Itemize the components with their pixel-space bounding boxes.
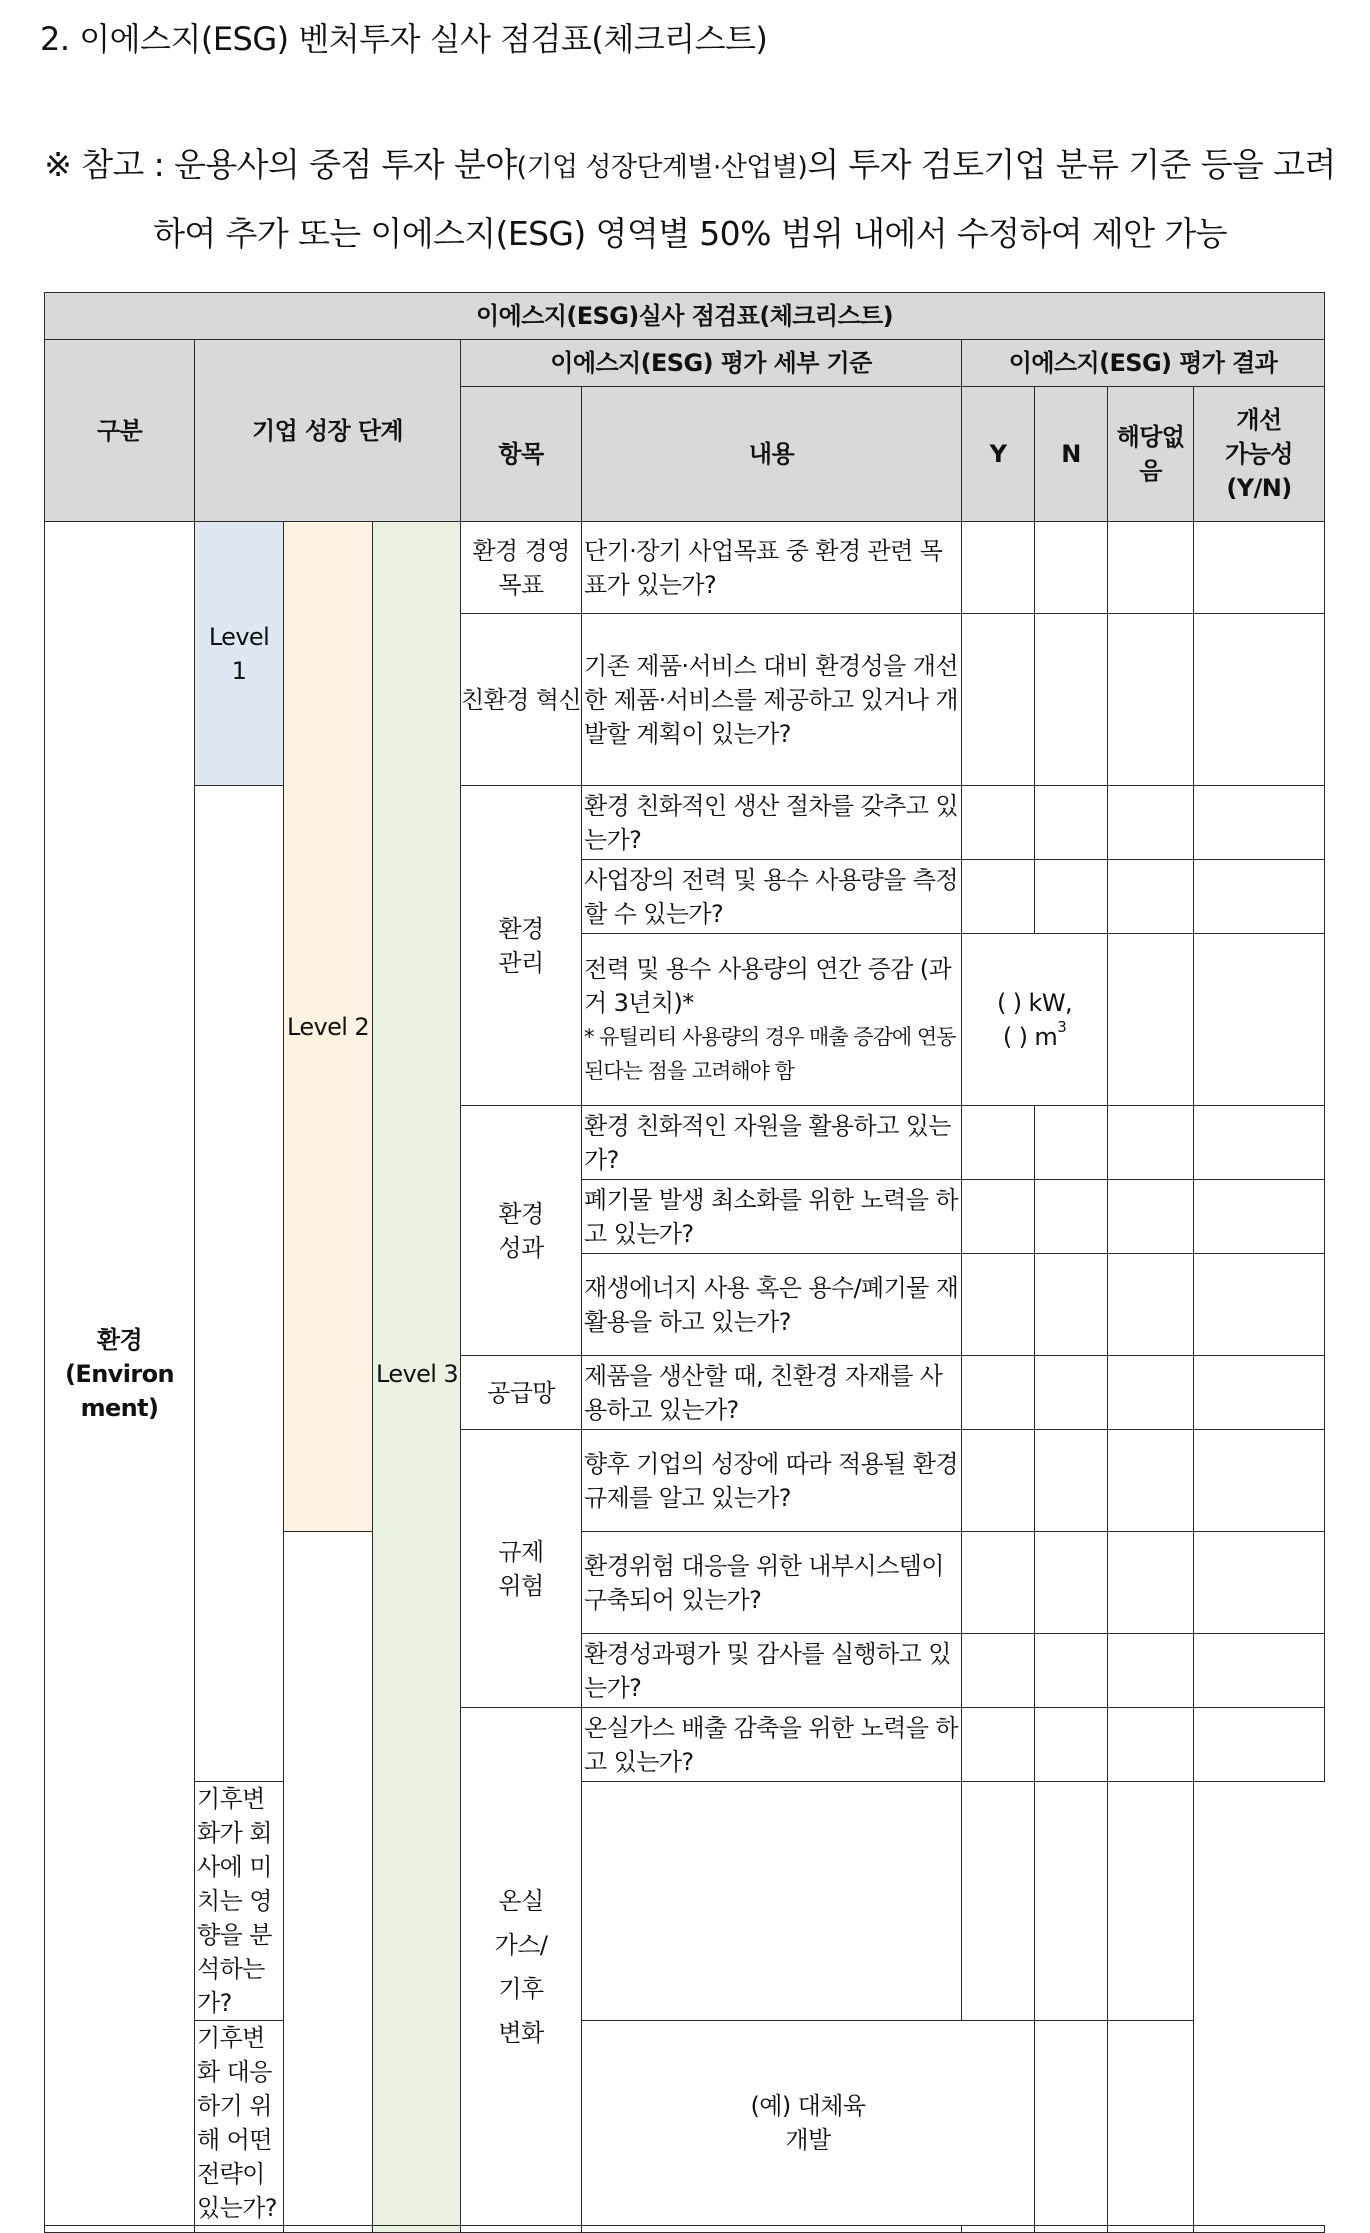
answer-n-cell[interactable] [1035, 1106, 1108, 1180]
table-title: 이에스지(ESG)실사 점검표(체크리스트) [45, 293, 1325, 340]
answer-na-cell[interactable] [1108, 1634, 1194, 1708]
item-env-perf-l2: 성과 [498, 1233, 544, 1262]
answer-improve-cell[interactable] [1194, 1356, 1325, 1430]
answer-y-cell[interactable] [962, 614, 1035, 786]
answer-na-cell[interactable] [1108, 1356, 1194, 1430]
item-mgmt-goal: 환경 경영 목표 [461, 522, 582, 614]
header-na: 해당없음 [1108, 387, 1194, 522]
row-content [582, 934, 962, 1106]
note-small: (기업 성장단계별·산업별) [516, 152, 808, 183]
answer-na-cell[interactable] [1108, 1254, 1194, 1356]
answer-na-cell[interactable] [1035, 2021, 1108, 2226]
usage-superscript: 3 [1057, 1017, 1067, 1036]
item-env-perf-l1: 환경 [498, 1199, 544, 1228]
note-prefix: ※ 참고 : 운용사의 중점 투자 분야 [44, 145, 517, 184]
answer-na-cell[interactable] [1108, 934, 1194, 1106]
level2-band [284, 522, 373, 1532]
item-reg-risk-l2: 위험 [498, 1571, 544, 1600]
answer-na-cell[interactable] [1108, 1180, 1194, 1254]
answer-na-cell[interactable] [1108, 1708, 1194, 1782]
answer-improve-cell[interactable] [1194, 1254, 1325, 1356]
answer-na-cell[interactable] [1035, 1782, 1108, 2021]
answer-na-cell[interactable] [1108, 1430, 1194, 1532]
item-ghg-l1: 온실 [498, 1886, 544, 1915]
answer-y-cell[interactable] [962, 1708, 1035, 1782]
item-supply-chain: 공급망 [461, 1356, 582, 1430]
row-content: 폐기물 발생 최소화를 위한 노력을 하고 있는가? [582, 1180, 962, 1254]
header-criteria: 이에스지(ESG) 평가 세부 기준 [461, 340, 962, 387]
answer-improve-cell[interactable] [1194, 614, 1325, 786]
answer-n-cell[interactable] [1035, 1708, 1108, 1782]
level1-empty-band [195, 786, 284, 1782]
usage-question: 전력 및 용수 사용량의 연간 증감 (과거 3년치)* [584, 954, 952, 1017]
stub-cell [195, 2226, 284, 2233]
item-eco-innovation: 친환경 혁신 [461, 614, 582, 786]
answer-y-cell[interactable] [962, 1180, 1035, 1254]
header-results: 이에스지(ESG) 평가 결과 [962, 340, 1325, 387]
row-content: 환경 친화적인 자원을 활용하고 있는가? [582, 1106, 962, 1180]
answer-improve-cell[interactable] [1194, 1430, 1325, 1532]
item-ghg-l4: 변화 [498, 2018, 544, 2047]
answer-n-cell[interactable] [1035, 1532, 1108, 1634]
page-title: 2. 이에스지(ESG) 벤처투자 실사 점검표(체크리스트) [40, 20, 768, 58]
category-line3: ment) [80, 1393, 159, 1422]
stub-cell [373, 2226, 461, 2233]
answer-na-cell[interactable] [1108, 1106, 1194, 1180]
row-content: 사업장의 전력 및 용수 사용량을 측정할 수 있는가? [582, 860, 962, 934]
answer-na-cell[interactable] [1108, 860, 1194, 934]
usage-answer-cell[interactable] [962, 934, 1108, 1106]
answer-improve-cell[interactable] [1108, 1782, 1194, 2021]
answer-y-cell[interactable] [962, 1106, 1035, 1180]
answer-n-cell[interactable] [1035, 1254, 1108, 1356]
level2-label: Level 2 [287, 1012, 370, 1041]
answer-na-cell[interactable] [1108, 614, 1194, 786]
item-ghg-l2: 가스/ [494, 1930, 548, 1959]
answer-n-cell[interactable] [1035, 1180, 1108, 1254]
header-stage: 기업 성장 단계 [195, 340, 461, 522]
item-ghg-l3: 기후 [498, 1974, 544, 2003]
answer-na-cell[interactable] [1108, 522, 1194, 614]
row-content: 기후변화가 회사에 미치는 영향을 분석하는가? [195, 1782, 284, 2021]
answer-improve-cell[interactable] [1194, 860, 1325, 934]
answer-na-cell[interactable] [1108, 1532, 1194, 1634]
level1-band [195, 522, 284, 786]
strategy-answer-l2: 개발 [785, 2126, 831, 2154]
answer-y-cell[interactable] [962, 786, 1035, 860]
item-env-perf [461, 1106, 582, 1356]
answer-y-cell[interactable] [962, 1356, 1035, 1430]
row-content: 단기·장기 사업목표 중 환경 관련 목표가 있는가? [582, 522, 962, 614]
note-suffix: 의 투자 검토기업 분류 기준 등을 고려하여 추가 또는 이에스지(ESG) 영역별 50% 범위 내에서 수정하여 제안 가능 [153, 145, 1336, 253]
category-line2: (Environ [65, 1359, 174, 1388]
row-content: 제품을 생산할 때, 친환경 자재를 사용하고 있는가? [582, 1356, 962, 1430]
answer-n-cell[interactable] [1035, 1356, 1108, 1430]
stub-cell [1194, 2226, 1325, 2233]
header-improve-l3: (Y/N) [1226, 474, 1292, 502]
answer-y-cell[interactable] [962, 1532, 1035, 1634]
answer-improve-cell[interactable] [1108, 2021, 1194, 2226]
header-category: 구분 [45, 340, 195, 522]
answer-improve-cell[interactable] [1194, 1106, 1325, 1180]
stub-cell [962, 2226, 1035, 2233]
stub-cell [1108, 2226, 1194, 2233]
row-content: 환경성과평가 및 감사를 실행하고 있는가? [582, 1634, 962, 1708]
header-item: 항목 [461, 387, 582, 522]
category-environment [45, 522, 195, 2226]
usage-footnote: * 유틸리티 사용량의 경우 매출 증감에 연동된다는 점을 고려해야 함 [584, 1024, 956, 1083]
answer-n-cell[interactable] [1035, 614, 1108, 786]
strategy-answer-l1: (예) 대체육 [750, 2092, 866, 2120]
header-n: N [1035, 387, 1108, 522]
level3-band [373, 522, 461, 2226]
usage-m-text: ( ) m [1002, 1022, 1058, 1051]
answer-improve-cell[interactable] [1194, 1532, 1325, 1634]
answer-y-cell[interactable] [962, 522, 1035, 614]
stub-cell [284, 2226, 373, 2233]
row-content: 환경 친화적인 생산 절차를 갖추고 있는가? [582, 786, 962, 860]
header-y: Y [962, 387, 1035, 522]
esg-checklist-table [44, 292, 1325, 2233]
level1-label-l2: 1 [231, 656, 247, 685]
level2-empty-band [284, 1532, 373, 2226]
level3-label: Level 3 [376, 1359, 459, 1388]
header-content: 내용 [582, 387, 962, 522]
answer-improve-cell[interactable] [1194, 1708, 1325, 1782]
answer-improve-cell[interactable] [1194, 934, 1325, 1106]
answer-y-cell[interactable] [962, 1634, 1035, 1708]
answer-improve-cell[interactable] [1194, 1180, 1325, 1254]
answer-y-cell[interactable] [582, 1782, 962, 2021]
header-improve [1194, 387, 1325, 522]
row-content: 향후 기업의 성장에 따라 적용될 환경규제를 알고 있는가? [582, 1430, 962, 1532]
answer-y-cell[interactable] [962, 860, 1035, 934]
answer-improve-cell[interactable] [1194, 786, 1325, 860]
stub-cell [582, 2226, 962, 2233]
item-env-mgmt-l2: 관리 [498, 948, 544, 977]
row-content: 재생에너지 사용 혹은 용수/폐기물 재활용을 하고 있는가? [582, 1254, 962, 1356]
usage-kw: ( ) kW, [996, 988, 1073, 1017]
item-reg-risk [461, 1430, 582, 1708]
row-content: 기존 제품·서비스 대비 환경성을 개선한 제품·서비스를 제공하고 있거나 개발할 계획이 있는가? [582, 614, 962, 786]
answer-y-cell[interactable] [962, 1430, 1035, 1532]
stub-cell [461, 2226, 582, 2233]
answer-n-cell[interactable] [1035, 522, 1108, 614]
answer-improve-cell[interactable] [1194, 1634, 1325, 1708]
answer-n-cell[interactable] [1035, 1634, 1108, 1708]
stub-cell [45, 2226, 195, 2233]
answer-n-cell[interactable] [1035, 860, 1108, 934]
answer-n-cell[interactable] [962, 1782, 1035, 2021]
item-reg-risk-l1: 규제 [498, 1537, 544, 1566]
level1-label-l1: Level [208, 622, 270, 651]
stub-cell [1035, 2226, 1108, 2233]
answer-y-cell[interactable] [962, 1254, 1035, 1356]
answer-n-cell[interactable] [1035, 786, 1108, 860]
strategy-answer-cell[interactable] [582, 2021, 1035, 2226]
answer-n-cell[interactable] [1035, 1430, 1108, 1532]
answer-na-cell[interactable] [1108, 786, 1194, 860]
item-env-mgmt-l1: 환경 [498, 914, 544, 943]
item-ghg-climate [461, 1708, 582, 2226]
header-improve-l1: 개선 [1236, 406, 1282, 434]
answer-improve-cell[interactable] [1194, 522, 1325, 614]
usage-m3 [962, 1017, 1107, 1054]
item-env-mgmt [461, 786, 582, 1106]
row-content: 환경위험 대응을 위한 내부시스템이 구축되어 있는가? [582, 1532, 962, 1634]
row-content: 온실가스 배출 감축을 위한 노력을 하고 있는가? [582, 1708, 962, 1782]
header-improve-l2: 가능성 [1225, 440, 1293, 468]
row-content: 기후변화 대응하기 위해 어떤 전략이 있는가? [195, 2021, 284, 2226]
reference-note [40, 132, 1340, 267]
category-line1: 환경 [96, 1325, 143, 1354]
